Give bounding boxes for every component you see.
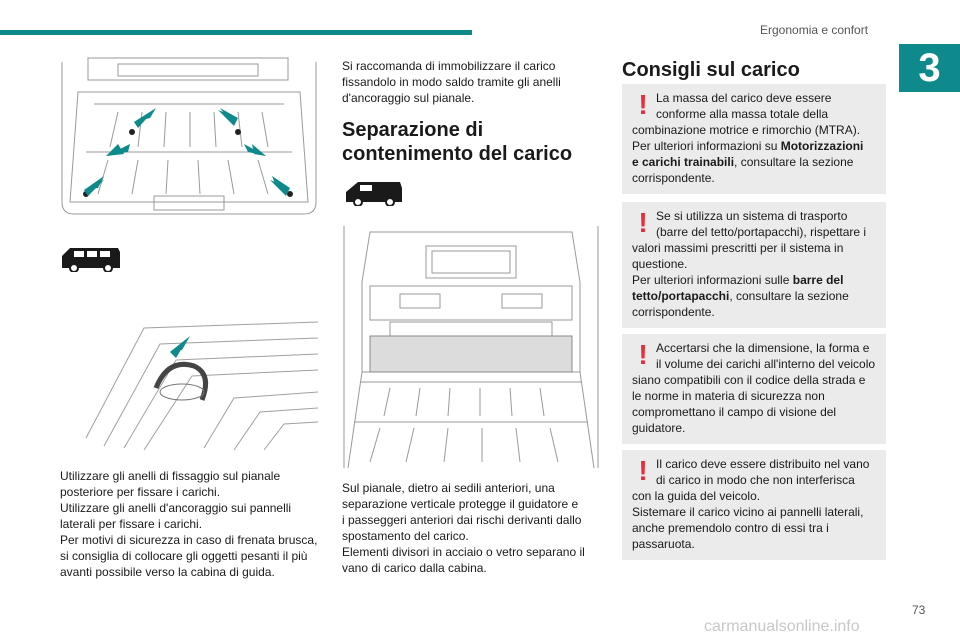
- note-line: con la guida del veicolo.: [632, 489, 761, 503]
- section-heading-separation: [342, 118, 604, 166]
- text-line: d'ancoraggio sul pianale.: [342, 91, 475, 105]
- warning-note-mass: [622, 84, 886, 194]
- note-line: anche premendolo contro di essi tra i: [632, 521, 829, 535]
- note-line: La massa del carico deve essere: [656, 91, 832, 105]
- warning-exclamation-icon: !: [638, 339, 648, 370]
- text-line: separazione verticale protegge il guidatore e: [342, 497, 579, 511]
- chapter-number-tab: 3: [899, 44, 960, 92]
- note-reference: e carichi trainabili, consultare la sezione: [632, 155, 854, 169]
- text-line: Utilizzare gli anelli d'ancoraggio sui pannelli: [60, 501, 292, 515]
- note-line: questione.: [632, 257, 688, 271]
- warning-note-roof-bars: [622, 202, 886, 328]
- note-line: siano compatibili con il codice della strada e: [632, 373, 866, 387]
- note-reference: tetto/portapacchi, consultare la sezione: [632, 289, 849, 303]
- section-heading-load-tips: Consigli sul carico: [622, 59, 800, 81]
- van-side-silhouette-icon: [344, 178, 404, 206]
- warning-exclamation-icon: !: [638, 89, 648, 120]
- note-line: compromettano il campo di visione del: [632, 405, 837, 419]
- side-panel-ring-illustration: [84, 288, 320, 452]
- note-line: combinazione motrice e rimorchio (MTRA).: [632, 123, 861, 137]
- note-line: guidatore.: [632, 421, 686, 435]
- warning-note-dimensions: [622, 334, 886, 444]
- watermark: carmanualsonline.info: [704, 618, 860, 635]
- note-line: corrispondente.: [632, 171, 715, 185]
- cargo-floor-rings-illustration: [58, 52, 320, 224]
- note-line: il volume dei carichi all'interno del veicolo: [656, 357, 876, 371]
- middle-intro-text: [342, 58, 604, 106]
- note-line: di carico in modo che non interferisca: [656, 473, 855, 487]
- text-line: vano di carico dalla cabina.: [342, 561, 487, 575]
- note-reference: Per ulteriori informazioni su Motorizzazioni: [632, 139, 864, 153]
- warning-exclamation-icon: !: [638, 207, 648, 238]
- section-title: Ergonomia e confort: [760, 23, 869, 37]
- note-line: Se si utilizza un sistema di trasporto: [656, 209, 848, 223]
- left-body-text: [60, 468, 322, 580]
- note-line: Sistemare il carico vicino ai pannelli laterali,: [632, 505, 864, 519]
- note-line: (barre del tetto/portapacchi), rispettare i: [656, 225, 867, 239]
- cargo-partition-illustration: [340, 222, 602, 474]
- header-accent-bar: [0, 30, 472, 35]
- text-line: Si raccomanda di immobilizzare il carico: [342, 59, 556, 73]
- note-line: Il carico deve essere distribuito nel vano: [656, 457, 870, 471]
- note-line: le norme in materia di sicurezza non: [632, 389, 825, 403]
- text-line: posteriore per fissare i carichi.: [60, 485, 221, 499]
- text-line: Per motivi di sicurezza in caso di frenata brusca,: [60, 533, 318, 547]
- warning-exclamation-icon: !: [638, 455, 648, 486]
- note-line: Accertarsi che la dimensione, la forma e: [656, 341, 870, 355]
- text-line: spostamento del carico.: [342, 529, 469, 543]
- note-line: valori massimi prescritti per il sistema in: [632, 241, 844, 255]
- text-line: Sul pianale, dietro ai sedili anteriori, una: [342, 481, 555, 495]
- text-line: fissandolo in modo saldo tramite gli anelli: [342, 75, 561, 89]
- heading-line: Separazione di: [342, 119, 484, 141]
- text-line: si consiglia di collocare gli oggetti pesanti il più: [60, 549, 308, 563]
- note-line: corrispondente.: [632, 305, 715, 319]
- text-line: Utilizzare gli anelli di fissaggio sul pianale: [60, 469, 281, 483]
- note-reference: Per ulteriori informazioni sulle barre del: [632, 273, 844, 287]
- page-number: 73: [912, 603, 926, 617]
- text-line: avanti possibile verso la cabina di guida.: [60, 565, 275, 579]
- heading-line: contenimento del carico: [342, 143, 573, 165]
- middle-body-text: [342, 480, 604, 576]
- van-silhouette-icon: [60, 244, 122, 272]
- text-line: laterali per fissare i carichi.: [60, 517, 203, 531]
- note-line: conforme alla massa totale della: [656, 107, 829, 121]
- warning-note-distribution: [622, 450, 886, 560]
- text-line: i passeggeri anteriori dai rischi derivanti dallo: [342, 513, 582, 527]
- text-line: Elementi divisori in acciaio o vetro separano il: [342, 545, 585, 559]
- note-line: passaruota.: [632, 537, 695, 551]
